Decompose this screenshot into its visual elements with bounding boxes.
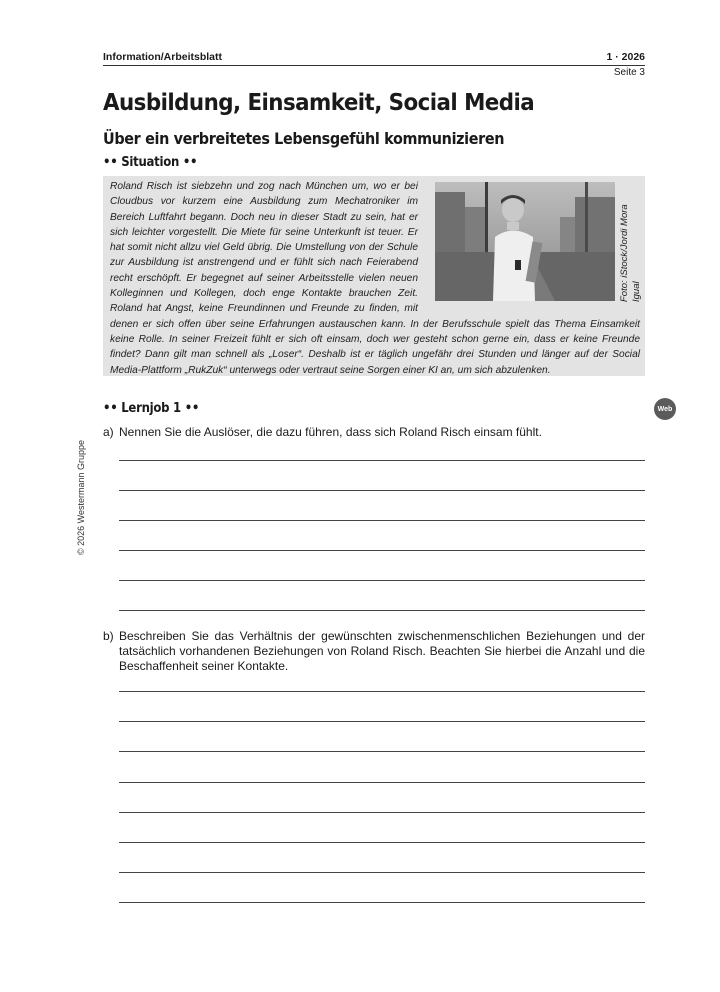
page-title: Ausbildung, Einsamkeit, Social Media	[103, 90, 535, 116]
answer-line[interactable]	[119, 751, 645, 752]
photo-illustration	[435, 182, 615, 301]
student-photo	[435, 182, 615, 301]
task-b-text: Beschreiben Sie das Verhältnis der gewünschten zwischenmenschlichen Beziehungen und der tatsächlich vorhandenen Beziehungen von Roland Risch. Beachten Sie hierbei die Anzahl und die Beschaffenheit seiner Kontakte.	[119, 629, 645, 673]
task-a-text: Nennen Sie die Auslöser, die dazu führen, dass sich Roland Risch einsam fühlt.	[119, 425, 542, 439]
task-a-letter: a)	[103, 425, 114, 439]
answer-line[interactable]	[119, 902, 645, 903]
situation-box	[103, 176, 645, 376]
answer-line[interactable]	[119, 872, 645, 873]
answer-line[interactable]	[119, 610, 645, 611]
copyright-note: © 2026 Westermann Gruppe	[76, 439, 86, 555]
answer-line[interactable]	[119, 460, 645, 461]
issue-number: 1 · 2026	[606, 51, 645, 63]
answer-line[interactable]	[119, 691, 645, 692]
situation-text: Roland Risch ist siebzehn und zog nach München um, wo er bei Cloudbus vor kurzem eine Ausbildung zum Mechatroniker im Bereich Luftfahrt begann. Doch neu in dieser Stadt zu sein, hat er sich leichter vorgestellt. Die Miete für seine Unterkunft ist teuer. Er hat somit nicht allzu viel Geld übrig. Die Umstellung von der Schule zur Ausbildung ist anstrengend und er fühlt sich nach Feierabend recht erschöpft. Er begegnet auf seiner Arbeitsstelle vielen neuen Kolleginnen und Kollegen, doch enge Kontakte brauchen Zeit. Roland hat Angst, keine Freundinnen und Freunde zu finden, mit denen er sich offen über seine Erfahrungen austauschen kann. In der Berufsschule spielt das Thema Einsamkeit keine Rolle. In seiner Freizeit fühlt er sich oft einsam, doch wer gesteht schon gerne ein, dass er keine Freunde findet? Dann gilt man schnell als „Loser“. Deshalb ist er täglich ungefähr drei Stunden und länger auf der Social Media-Plattform „RukZuk“ unterwegs oder vertraut seine Sorgen einer KI an, um sich abzulenken.	[110, 181, 640, 376]
lernjob-heading: •• Lernjob 1 ••	[103, 401, 200, 416]
answer-line[interactable]	[119, 842, 645, 843]
answer-line[interactable]	[119, 580, 645, 581]
page-header	[103, 50, 645, 66]
task-a	[103, 425, 645, 440]
worksheet-type: Information/Arbeitsblatt	[103, 51, 223, 63]
answer-line[interactable]	[119, 812, 645, 813]
page-number: Seite 3	[613, 67, 645, 78]
page-subtitle: Über ein verbreitetes Lebensgefühl kommunizieren	[103, 129, 505, 148]
answer-line[interactable]	[119, 520, 645, 521]
answer-line[interactable]	[119, 490, 645, 491]
task-b-letter: b)	[103, 629, 114, 643]
photo-credit: Foto: iStock/Jordi Mora Igual	[619, 204, 642, 302]
answer-line[interactable]	[119, 782, 645, 783]
web-icon[interactable]: Web	[654, 398, 676, 420]
situation-heading: •• Situation ••	[103, 155, 198, 170]
answer-line[interactable]	[119, 721, 645, 722]
task-b	[103, 629, 645, 674]
answer-line[interactable]	[119, 550, 645, 551]
